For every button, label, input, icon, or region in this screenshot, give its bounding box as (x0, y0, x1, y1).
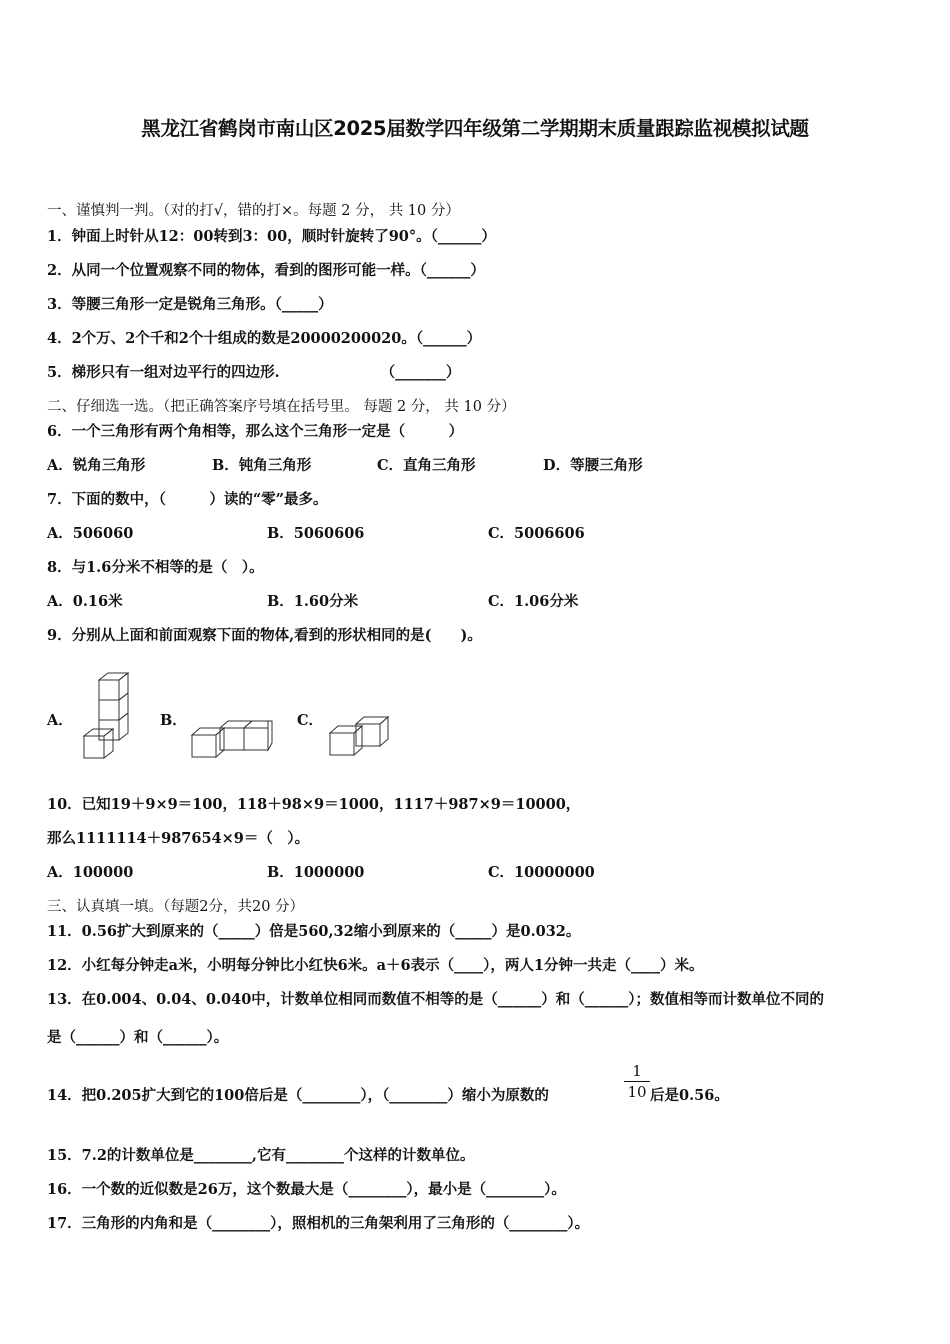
q8-option-b: B．1.60分米 (267, 593, 359, 610)
question-6: 6．一个三角形有两个角相等，那么这个三角形一定是（ ） (47, 423, 464, 440)
q9-figure-b-cubes (188, 716, 276, 760)
question-12: 12．小红每分钟走a米，小明每分钟比小红快6米。a＋6表示（____），两人1分钟一共走（____）米。 (47, 957, 704, 974)
q9-figure-c-cubes (326, 714, 392, 758)
q6-option-c: C．直角三角形 (377, 457, 476, 474)
question-10-line2: 那么1111114＋987654×9＝（ ）。 (47, 830, 310, 847)
q7-option-a: A．506060 (47, 525, 134, 542)
section1-heading: 一、谨慎判一判。（对的打√，错的打×。每题 2 分， 共 10 分） (47, 203, 460, 219)
q10-option-c: C．10000000 (488, 864, 595, 881)
question-10-line1: 10．已知19＋9×9＝100，118＋98×9＝1000，1117＋987×9＝10000， (47, 796, 581, 813)
q10-option-b: B．1000000 (267, 864, 365, 881)
q7-option-b: B．5060606 (267, 525, 365, 542)
q9-option-a: A． (47, 712, 73, 729)
page-title: 黑龙江省鹤岗市南山区2025届数学四年级第二学期期末质量跟踪监视模拟试题 (141, 117, 809, 140)
q14-fraction-numerator: 1 (632, 1062, 642, 1080)
q6-option-b: B．钝角三角形 (212, 457, 312, 474)
question-5: 5．梯形只有一组对边平行的四边形. （_______） (47, 364, 461, 381)
question-7: 7．下面的数中，（ ）读的“零”最多。 (47, 491, 328, 508)
question-4: 4．2个万、2个千和2个十组成的数是20000200020。（______） (47, 330, 482, 347)
question-3: 3．等腰三角形一定是锐角三角形。（_____） (47, 296, 333, 313)
question-16: 16．一个数的近似数是26万，这个数最大是（________），最小是（________）。 (47, 1181, 566, 1198)
q9-figure-a-cubes (80, 670, 135, 762)
section3-heading: 三、认真填一填。（每题2分，共20 分） (47, 899, 305, 915)
question-14-tail: 后是0.56。 (650, 1087, 729, 1104)
q14-fraction (624, 1062, 650, 1101)
q10-option-a: A．100000 (47, 864, 134, 881)
question-17: 17．三角形的内角和是（________），照相机的三角架利用了三角形的（________）。 (47, 1215, 590, 1232)
question-13-line2: 是（______）和（______）。 (47, 1029, 229, 1046)
q9-option-b: B． (160, 712, 187, 729)
question-11: 11．0.56扩大到原来的（_____）倍是560,32缩小到原来的（_____）是0.032。 (47, 923, 581, 940)
q7-option-c: C．5006606 (488, 525, 585, 542)
question-1: 1．钟面上时针从12：00转到3：00，顺时针旋转了90°。（______） (47, 228, 496, 245)
question-14: 14．把0.205扩大到它的100倍后是（________），（________）缩小为原数的 (47, 1087, 549, 1104)
section2-heading: 二、仔细选一选。（把正确答案序号填在括号里。 每题 2 分， 共 10 分） (47, 399, 516, 415)
question-13-line1: 13．在0.004、0.04、0.040中，计数单位相同而数值不相等的是（______）和（______）；数值相等而计数单位不同的 (47, 991, 825, 1008)
q9-option-c: C． (297, 712, 324, 729)
q8-option-a: A．0.16米 (47, 593, 123, 610)
q6-option-a: A．锐角三角形 (47, 457, 146, 474)
fraction-bar (624, 1081, 650, 1082)
q6-option-d: D．等腰三角形 (543, 457, 643, 474)
q8-option-c: C．1.06分米 (488, 593, 579, 610)
q14-fraction-denominator: 10 (627, 1083, 647, 1101)
question-9: 9．分别从上面和前面观察下面的物体,看到的形状相同的是( )。 (47, 627, 482, 644)
question-8: 8．与1.6分米不相等的是（ ）。 (47, 559, 264, 576)
question-15: 15．7.2的计数单位是________,它有________个这样的计数单位。 (47, 1147, 475, 1164)
question-2: 2．从同一个位置观察不同的物体，看到的图形可能一样。（______） (47, 262, 485, 279)
